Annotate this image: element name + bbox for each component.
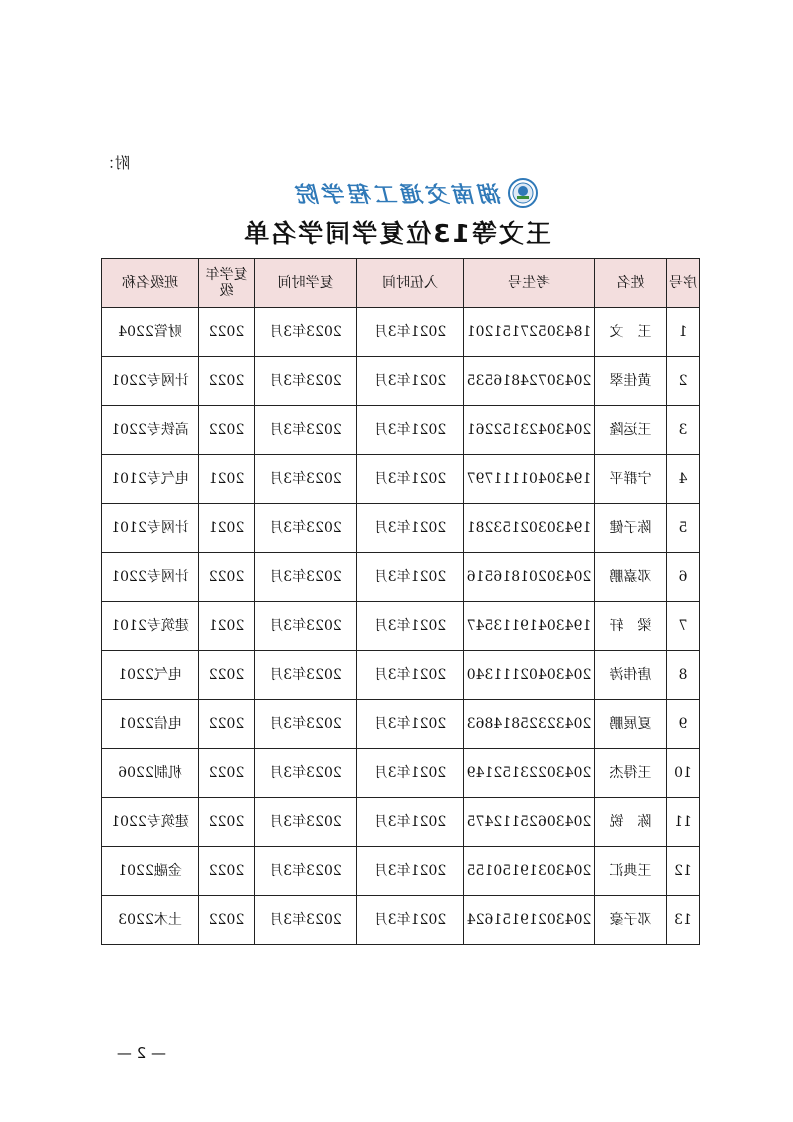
cell-enlist-date: 2021年3月 — [357, 357, 464, 406]
cell-exam-id: 20430402111340 — [464, 651, 595, 700]
cell-resume-date: 2023年3月 — [255, 700, 357, 749]
cell-name: 王 文 — [595, 308, 667, 357]
cell-grade: 2022 — [199, 553, 255, 602]
cell-index: 1 — [667, 308, 700, 357]
cell-class: 金融2201 — [102, 847, 199, 896]
header-index: 序号 — [667, 259, 700, 308]
cell-name: 王得杰 — [595, 749, 667, 798]
header-enlist-date: 入伍时间 — [357, 259, 464, 308]
table-row — [102, 651, 700, 700]
cell-enlist-date: 2021年3月 — [357, 749, 464, 798]
table-row — [102, 406, 700, 455]
cell-class: 电气专2101 — [102, 455, 199, 504]
cell-class: 计网专2101 — [102, 504, 199, 553]
cell-resume-date: 2023年3月 — [255, 798, 357, 847]
cell-enlist-date: 2021年3月 — [357, 504, 464, 553]
cell-name: 王典汇 — [595, 847, 667, 896]
cell-name: 唐伟涛 — [595, 651, 667, 700]
header-resume-date: 复学时间 — [255, 259, 357, 308]
cell-enlist-date: 2021年3月 — [357, 651, 464, 700]
cell-enlist-date: 2021年3月 — [357, 602, 464, 651]
cell-enlist-date: 2021年3月 — [357, 700, 464, 749]
cell-resume-date: 2023年3月 — [255, 504, 357, 553]
cell-grade: 2022 — [199, 798, 255, 847]
table-row — [102, 455, 700, 504]
school-header — [268, 178, 538, 208]
table-row — [102, 847, 700, 896]
table-row — [102, 602, 700, 651]
cell-class: 土木2203 — [102, 896, 199, 945]
cell-resume-date: 2023年3月 — [255, 847, 357, 896]
table-header-row — [102, 259, 700, 308]
header-class: 班级名称 — [102, 259, 199, 308]
cell-exam-id: 20430423152261 — [464, 406, 595, 455]
cell-grade: 2022 — [199, 749, 255, 798]
cell-grade: 2021 — [199, 455, 255, 504]
cell-exam-id: 19430302153281 — [464, 504, 595, 553]
table-row — [102, 798, 700, 847]
cell-name: 梁 轩 — [595, 602, 667, 651]
cell-exam-id: 19430419113547 — [464, 602, 595, 651]
cell-exam-id: 20432325814863 — [464, 700, 595, 749]
table-row — [102, 357, 700, 406]
header-name: 姓名 — [595, 259, 667, 308]
cell-exam-id: 20430625112475 — [464, 798, 595, 847]
cell-grade: 2022 — [199, 700, 255, 749]
cell-name: 夏展鹏 — [595, 700, 667, 749]
cell-grade: 2022 — [199, 406, 255, 455]
cell-resume-date: 2023年3月 — [255, 896, 357, 945]
cell-index: 6 — [667, 553, 700, 602]
cell-grade: 2022 — [199, 308, 255, 357]
header-grade: 复学年级 — [199, 259, 255, 308]
cell-index: 9 — [667, 700, 700, 749]
cell-class: 计网专2201 — [102, 553, 199, 602]
cell-class: 机制2206 — [102, 749, 199, 798]
cell-name: 陈子健 — [595, 504, 667, 553]
cell-index: 5 — [667, 504, 700, 553]
cell-resume-date: 2023年3月 — [255, 553, 357, 602]
cell-resume-date: 2023年3月 — [255, 602, 357, 651]
cell-enlist-date: 2021年3月 — [357, 406, 464, 455]
cell-exam-id: 19430401111797 — [464, 455, 595, 504]
cell-class: 计网专2201 — [102, 357, 199, 406]
cell-enlist-date: 2021年3月 — [357, 455, 464, 504]
cell-grade: 2022 — [199, 651, 255, 700]
cell-enlist-date: 2021年3月 — [357, 308, 464, 357]
cell-name: 宁群平 — [595, 455, 667, 504]
cell-exam-id: 20430319150155 — [464, 847, 595, 896]
cell-class: 建筑专2201 — [102, 798, 199, 847]
table-row — [102, 896, 700, 945]
cell-grade: 2022 — [199, 357, 255, 406]
cell-resume-date: 2023年3月 — [255, 406, 357, 455]
cell-resume-date: 2023年3月 — [255, 308, 357, 357]
cell-index: 11 — [667, 798, 700, 847]
student-table — [101, 258, 700, 945]
table-row — [102, 749, 700, 798]
header-exam-id: 考生号 — [464, 259, 595, 308]
cell-class: 财管2204 — [102, 308, 199, 357]
attachment-label: 附： — [99, 154, 130, 172]
page-number: — 2 — — [116, 1044, 166, 1062]
school-emblem-icon — [508, 178, 538, 208]
cell-exam-id: 18430527151201 — [464, 308, 595, 357]
cell-resume-date: 2023年3月 — [255, 749, 357, 798]
table-row — [102, 553, 700, 602]
cell-enlist-date: 2021年3月 — [357, 798, 464, 847]
cell-class: 建筑专2101 — [102, 602, 199, 651]
cell-grade: 2021 — [199, 504, 255, 553]
cell-index: 2 — [667, 357, 700, 406]
cell-name: 邓嘉鹏 — [595, 553, 667, 602]
cell-resume-date: 2023年3月 — [255, 651, 357, 700]
cell-name: 邓子豪 — [595, 896, 667, 945]
cell-class: 电气2201 — [102, 651, 199, 700]
cell-resume-date: 2023年3月 — [255, 455, 357, 504]
cell-index: 13 — [667, 896, 700, 945]
table-row — [102, 504, 700, 553]
cell-enlist-date: 2021年3月 — [357, 553, 464, 602]
cell-resume-date: 2023年3月 — [255, 357, 357, 406]
table-row — [102, 308, 700, 357]
cell-grade: 2022 — [199, 847, 255, 896]
cell-exam-id: 20430724816535 — [464, 357, 595, 406]
cell-grade: 2021 — [199, 602, 255, 651]
cell-index: 3 — [667, 406, 700, 455]
cell-enlist-date: 2021年3月 — [357, 896, 464, 945]
table-row — [102, 700, 700, 749]
cell-class: 电信2201 — [102, 700, 199, 749]
cell-grade: 2022 — [199, 896, 255, 945]
cell-exam-id: 20430223152149 — [464, 749, 595, 798]
cell-name: 黄佳翠 — [595, 357, 667, 406]
school-name: 湖南交通工程学院 — [293, 182, 502, 208]
cell-class: 高铁专2201 — [102, 406, 199, 455]
cell-index: 10 — [667, 749, 700, 798]
cell-name: 陈 锐 — [595, 798, 667, 847]
cell-index: 4 — [667, 455, 700, 504]
cell-index: 12 — [667, 847, 700, 896]
page-title: 王文等13位复学同学名单 — [242, 219, 551, 248]
cell-index: 8 — [667, 651, 700, 700]
cell-enlist-date: 2021年3月 — [357, 847, 464, 896]
cell-name: 王运隆 — [595, 406, 667, 455]
cell-index: 7 — [667, 602, 700, 651]
cell-exam-id: 20430201816516 — [464, 553, 595, 602]
cell-exam-id: 20430219151624 — [464, 896, 595, 945]
